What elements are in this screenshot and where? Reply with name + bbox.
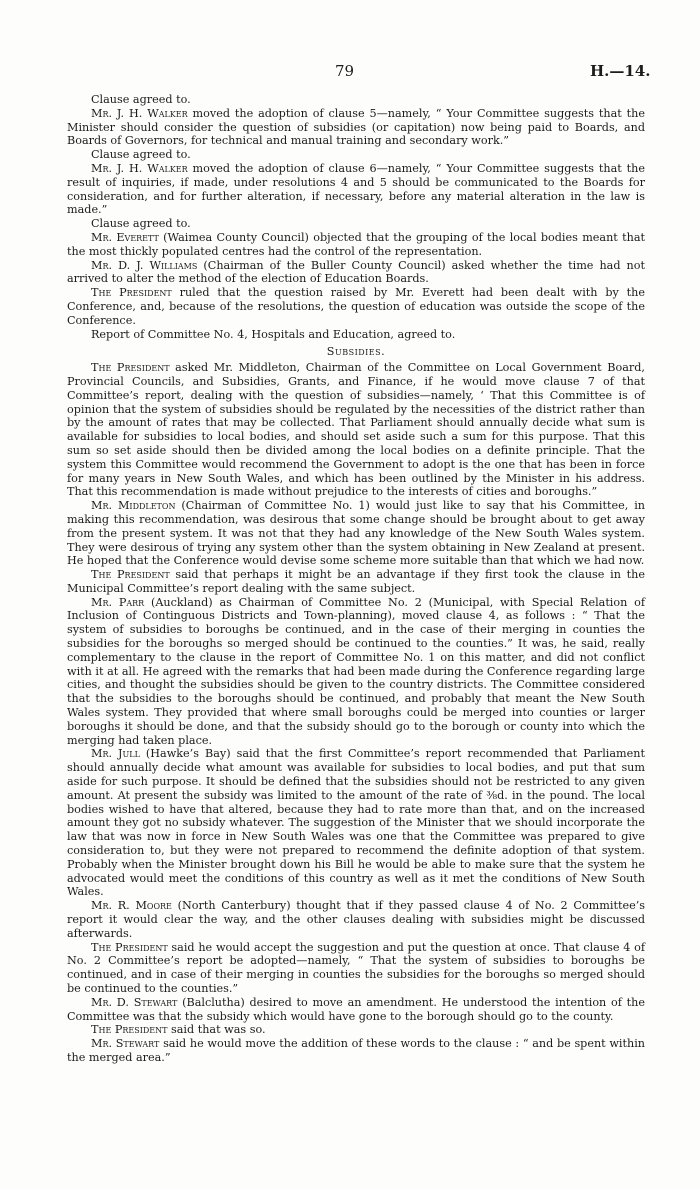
paragraph <box>67 259 645 287</box>
speaker-name: The President <box>91 361 170 375</box>
paragraph <box>67 899 645 940</box>
paragraph <box>67 747 645 899</box>
paragraph-text: (Hawke’s Bay) said that the first Committee’s report recommended that Parliament should annually decide what amount was available for subsidies to local bodies, and put that sum aside for such purpose. It should be defined that the subsidies should not be restricted to any given amount. At present the subsidy was limited to the amount of the rate of ⅜d. in the pound. The local bodies wished to have that altered, because they had to rate more than that, and on the increased amount they got no subsidy whatever. The suggestion of the Minister that we should incorporate the law that was now in force in New South Wales was one that the Committee was prepared to give consideration to, but they were not prepared to recommend the definite adoption of that system. Probably when the Minister brought down his Bill he would be able to make sure that the system he advocated would meet the conditions of this country as well as it met the conditions of New South Wales. <box>67 747 645 899</box>
paragraph <box>67 231 645 259</box>
speaker-name: Mr. Middleton <box>91 499 176 513</box>
speaker-name: Mr. D. Stewart <box>91 995 178 1009</box>
paragraph-text: (North Canterbury) thought that if they passed clause 4 of No. 2 Committee’s report it would clear the way, and the other clauses dealing with subsidies might be discussed afterwards. <box>67 899 645 940</box>
paragraph-text: (Balclutha) desired to move an amendment. He understood the intention of the Committee was that the subsidy which would have gone to the borough should go to the county. <box>67 995 645 1023</box>
speaker-name: Mr. J. H. Walker <box>91 106 188 120</box>
paragraph <box>67 941 645 996</box>
paragraph <box>67 1023 645 1037</box>
paragraph <box>67 568 645 596</box>
speaker-name: Mr. R. Moore <box>91 899 172 913</box>
paragraph <box>67 93 645 107</box>
document-body <box>67 93 645 1065</box>
speaker-name: The President <box>91 568 170 582</box>
paragraph <box>67 162 645 217</box>
speaker-name: Mr. Everett <box>91 230 159 244</box>
speaker-name: Mr. D. J. Williams <box>91 258 198 272</box>
paragraph <box>67 107 645 148</box>
speaker-name: The President <box>91 286 172 300</box>
paragraph <box>67 148 645 162</box>
paragraph-text: moved the adoption of clause 5—namely, “ Your Committee suggests that the Minister should consider the question of subsidies (or capitation) now being paid to Boards, and Boards of Governors, for technical and manual training and secondary work.” <box>67 106 645 148</box>
document-reference: H.—14. <box>590 62 651 80</box>
paragraph-text: Clause agreed to. <box>91 93 191 106</box>
speaker-name: Mr. Stewart <box>91 1037 160 1051</box>
speaker-name: The President <box>91 940 168 954</box>
paragraph-text: moved the adoption of clause 6—namely, “ Your Committee suggests that the result of inquiries, if made, under resolutions 4 and 5 should be communicated to the Boards for consideration, and for further alteration, if necessary, before any material alteration in the law is made.” <box>67 161 645 217</box>
speaker-name: The President <box>91 1023 168 1037</box>
paragraph-text: said he would move the addition of these words to the clause : “ and be spent within the merged area.” <box>67 1037 645 1064</box>
paragraph <box>67 499 645 568</box>
paragraph <box>67 217 645 231</box>
paragraph <box>67 1037 645 1065</box>
page-number: 79 <box>335 62 355 80</box>
section-heading: Subsidies. <box>326 345 386 359</box>
speaker-name: Mr. Parr <box>91 595 145 609</box>
paragraph <box>67 286 645 327</box>
paragraph-text: asked Mr. Middleton, Chairman of the Committee on Local Government Board, Provincial Councils, and Subsidies, Grants, and Finance, if he would move clause 7 of that Committee’s report, dealing with the question of subsidies—namely, ‘ That this Committee is of opinion that the system of subsidies should be regulated by the necessities of the district rather than by the amount of rates that may be collected. That Parliament should annually decide what sum is available for subsidies to local bodies, and should set aside such a sum for this purpose. That this sum so set aside should then be divided among the local bodies on a definite principle. That the system this Committee would recommend the Government to adopt is the one that has been in force for many years in New South Wales, and which has been outlined by the Minister in his address. That this recommendation is made without prejudice to the interests of cities and boroughs.” <box>67 361 645 499</box>
speaker-name: Mr. J. H. Walker <box>91 161 188 175</box>
paragraph-text: (Chairman of the Buller County Council) asked whether the time had not arrived to alter the method of the election of Education Boards. <box>67 258 645 286</box>
paragraph-text: (Auckland) as Chairman of Committee No. 2 (Municipal, with Special Relation of Inclusion of Continguous Districts and Town-planning), moved clause 4, as follows : “ That the system of subsidies to boroughs be continued, and in the case of their merging in counties the subsidies for the boroughs so merged should be continued to the counties.” It was, he said, really complementary to the clause in the report of Committee No. 1 on this matter, and did not conflict with it at all. He agreed with the remarks that had been made during the Conference regarding large cities, and thought the subsidies should be given to the country districts. The Committee considered that the subsidies to the boroughs should be continued, and probably that meant the New South Wales system. They provided that where small boroughs could be merged into counties or larger boroughs it should be done, and that the subsidy should go to the borough or county into which the merging had taken place. <box>67 595 645 747</box>
paragraph-text: said that perhaps it might be an advantage if they first took the clause in the Municipal Committee’s report dealing with the same subject. <box>67 568 645 595</box>
paragraph-text: (Waimea County Council) objected that the grouping of the local bodies meant that the most thickly populated centres had the control of the representation. <box>67 230 646 258</box>
paragraph-text: Report of Committee No. 4, Hospitals and Education, agreed to. <box>91 327 456 341</box>
paragraph-text: Clause agreed to. <box>91 217 191 231</box>
paragraph-text: (Chairman of Committee No. 1) would just like to say that his Committee, in making this recommendation, was desirous that some change should be brought about to get away from the present system. It was not that they had any knowledge of the New South Wales system. They were desirous of trying any system other than the system obtaining in New Zealand at present. He hoped that the Conference would devise some scheme more suitable than that which we had now. <box>67 499 645 568</box>
paragraph-text: said he would accept the suggestion and put the question at once. That clause 4 of No. 2 Committee’s report be adopted—namely, “ That the system of subsidies to boroughs be continued, and in case of their merging in counties the subsidies for the boroughs so merged should be continued to the counties.” <box>67 940 645 995</box>
paragraph <box>67 361 645 499</box>
paragraph <box>67 596 645 748</box>
paragraph-text: said that was so. <box>167 1023 266 1037</box>
paragraph <box>67 996 645 1024</box>
speaker-name: Mr. Jull <box>91 747 140 761</box>
paragraph <box>67 328 645 342</box>
paragraph-text: Clause agreed to. <box>91 148 191 162</box>
paragraph-text: ruled that the question raised by Mr. Everett had been dealt with by the Conference, and, because of the resolutions, the question of education was outside the scope of the Conference. <box>67 286 645 327</box>
